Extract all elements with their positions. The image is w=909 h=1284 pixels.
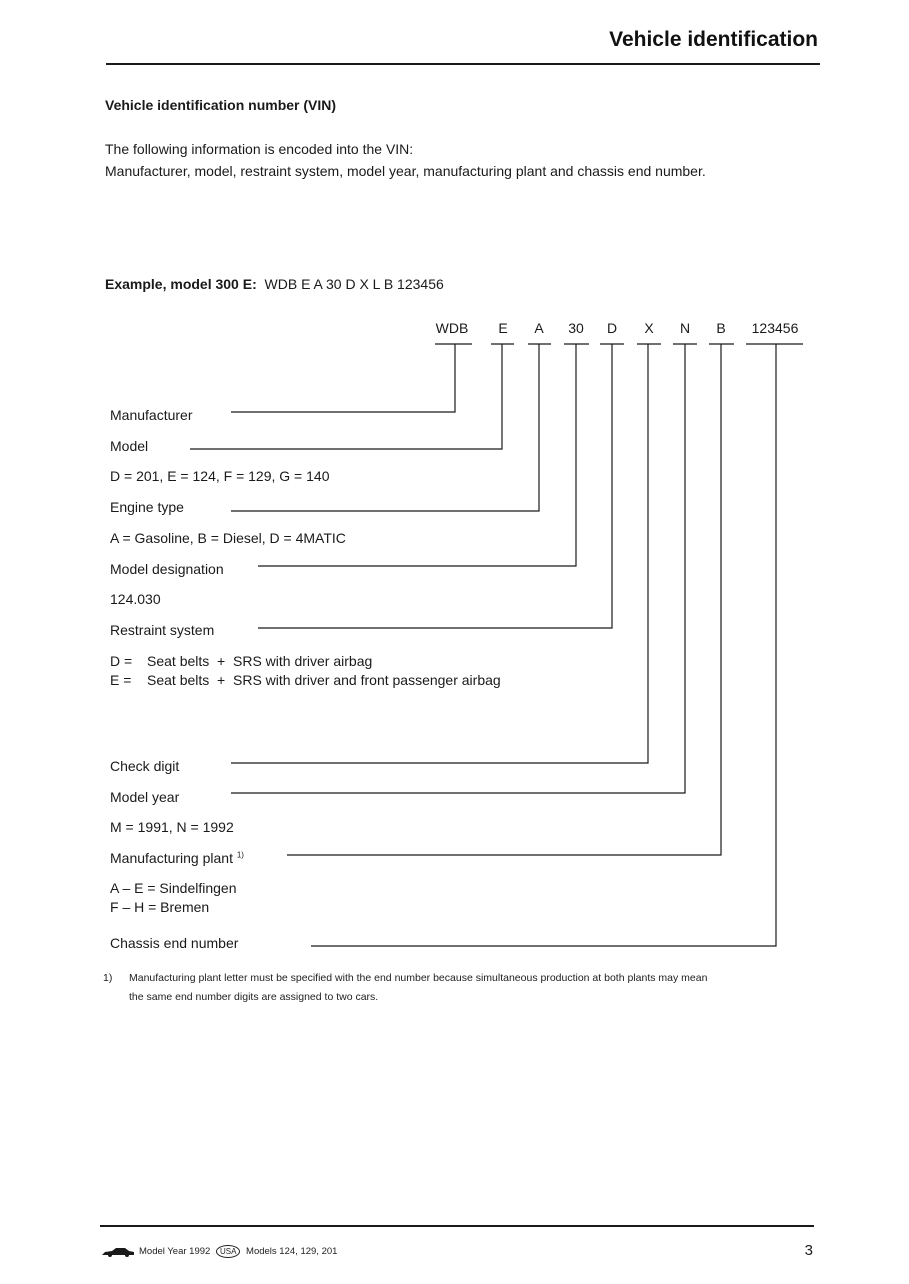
- label-model: Model: [110, 438, 149, 454]
- footer-rule: [100, 1225, 814, 1227]
- vin-code-model: E: [498, 320, 508, 336]
- label-manufacturing-plant: [110, 850, 244, 866]
- vin-code-check-digit: X: [644, 320, 654, 336]
- footnote-marker: 1): [103, 972, 113, 984]
- label-chassis-end-number: Chassis end number: [110, 935, 239, 951]
- footnote-line-1: Manufacturing plant letter must be specified with the end number because simultaneous production at both plants may mean: [129, 972, 708, 984]
- label-model-values: D = 201, E = 124, F = 129, G = 140: [110, 468, 330, 484]
- label-engine-type: Engine type: [110, 499, 184, 515]
- restraint-d-code: D =: [110, 653, 133, 669]
- connector-restraint: [258, 344, 612, 628]
- connector-manufacturer: [231, 344, 455, 412]
- vin-code-manufacturer: WDB: [435, 320, 469, 336]
- label-plant-value-2: F – H = Bremen: [110, 899, 210, 915]
- usa-badge: USA: [216, 1245, 240, 1258]
- footer-model-year: Model Year 1992: [139, 1246, 211, 1258]
- page-title: Vehicle identification: [609, 28, 818, 51]
- restraint-option-d: [110, 653, 372, 669]
- connector-model-year: [231, 344, 685, 793]
- label-model-designation: Model designation: [110, 561, 224, 577]
- label-restraint-system: Restraint system: [110, 622, 215, 638]
- footer-text: [139, 1245, 337, 1258]
- label-manufacturer: Manufacturer: [110, 407, 193, 423]
- section-heading: Vehicle identification number (VIN): [105, 97, 337, 113]
- footnote-line-2: the same end number digits are assigned to two cars.: [129, 991, 379, 1003]
- vin-code-chassis: 123456: [751, 320, 799, 336]
- vin-code-designation: 30: [568, 320, 584, 336]
- label-model-year-values: M = 1991, N = 1992: [110, 819, 234, 835]
- intro-line-2: Manufacturer, model, restraint system, model year, manufacturing plant and chassis end number.: [105, 163, 706, 179]
- footer-car-logo: [101, 1244, 135, 1262]
- vin-code-restraint: D: [606, 320, 618, 336]
- restraint-e-code: E =: [110, 672, 132, 688]
- label-plant-value-1: A – E = Sindelfingen: [110, 880, 237, 896]
- footer-models: Models 124, 129, 201: [246, 1246, 338, 1258]
- restraint-e-text: Seat belts + SRS with driver and front passenger airbag: [147, 672, 501, 688]
- vin-code-plant: B: [716, 320, 726, 336]
- label-engine-values: A = Gasoline, B = Diesel, D = 4MATIC: [110, 530, 346, 546]
- vin-code-model-year: N: [679, 320, 691, 336]
- vin-code-engine: A: [534, 320, 544, 336]
- label-model-year: Model year: [110, 789, 180, 805]
- restraint-option-e: [110, 672, 501, 688]
- intro-line-1: The following information is encoded into the VIN:: [105, 141, 414, 157]
- connector-chassis: [311, 344, 776, 946]
- footnote-ref: 1): [236, 850, 244, 860]
- restraint-d-text: Seat belts + SRS with driver airbag: [147, 653, 373, 669]
- connector-check-digit: [231, 344, 648, 763]
- car-icon: [101, 1245, 135, 1257]
- connector-plant: [287, 344, 721, 855]
- example-vin: WDB E A 30 D X L B 123456: [264, 276, 444, 292]
- connector-engine: [231, 344, 539, 511]
- label-manufacturing-plant-text: Manufacturing plant: [110, 850, 233, 866]
- label-check-digit: Check digit: [110, 758, 180, 774]
- label-model-designation-value: 124.030: [110, 591, 161, 607]
- page-number: 3: [804, 1242, 813, 1259]
- example-label: Example, model 300 E:: [105, 276, 257, 292]
